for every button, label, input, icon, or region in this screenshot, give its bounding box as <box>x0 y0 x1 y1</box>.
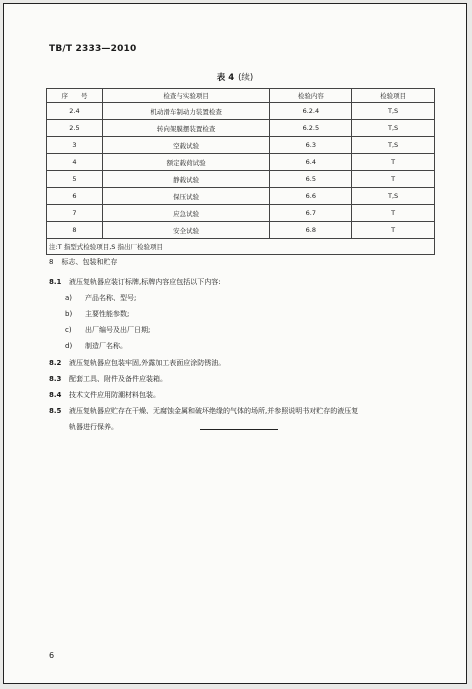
clause-text: 技术文件应用防潮材料包装。 <box>69 391 160 399</box>
table-cell: 静载试验 <box>102 171 270 188</box>
table-cell: 6.5 <box>270 171 352 188</box>
list-item <box>65 290 136 306</box>
table-cell: 5 <box>47 171 103 188</box>
section-number: 8 <box>49 258 54 266</box>
clause-text: 配套工具、附件及备件应装箱。 <box>69 375 167 383</box>
table-cell: 额定载荷试验 <box>102 154 270 171</box>
inspection-table <box>46 88 435 255</box>
clause-8-4 <box>49 387 439 403</box>
list-item <box>65 306 129 322</box>
table-cell: 7 <box>47 205 103 222</box>
table-cell: 2.4 <box>47 103 103 120</box>
table-cell: 3 <box>47 137 103 154</box>
column-header-item: 检查与实验项目 <box>102 89 270 103</box>
table-cell: 8 <box>47 222 103 239</box>
table-row <box>47 171 435 188</box>
list-item-mark: d) <box>65 342 73 350</box>
clause-number: 8.3 <box>49 375 62 383</box>
table-title-number: 表 4 <box>216 73 235 83</box>
clause-number: 8.2 <box>49 359 62 367</box>
table-cell: T,S <box>352 188 435 205</box>
clause-text: 液压复轨器应贮存在干燥、无腐蚀金属和破坏绝缘的气体的场所,并参照说明书对贮存的液压复 <box>69 407 359 415</box>
table-cell: 6.8 <box>270 222 352 239</box>
list-item-mark: a) <box>65 294 73 302</box>
table-cell: 6.4 <box>270 154 352 171</box>
clause-text: 液压复轨器应包装牢固,外露加工表面应涂防锈油。 <box>69 359 226 367</box>
list-item <box>65 338 127 354</box>
table-cell: 6 <box>47 188 103 205</box>
column-header-seq: 序 号 <box>47 89 103 103</box>
table-cell: 应急试验 <box>102 205 270 222</box>
clause-number: 8.4 <box>49 391 62 399</box>
table-cell: 转向架膜摆装置检查 <box>102 120 270 137</box>
table-title-continued: (续) <box>238 73 254 83</box>
table-cell: 6.3 <box>270 137 352 154</box>
table-row <box>47 188 435 205</box>
table-cell: T <box>352 154 435 171</box>
clause-8-2 <box>49 355 439 371</box>
table-cell: 保压试验 <box>102 188 270 205</box>
table-cell: 2.5 <box>47 120 103 137</box>
table-cell: T,S <box>352 137 435 154</box>
table-note-row <box>47 239 435 255</box>
table-cell: 机动滑车制动力装置检查 <box>102 103 270 120</box>
table-row <box>47 222 435 239</box>
list-item <box>65 322 150 338</box>
table-row <box>47 103 435 120</box>
section-heading <box>49 257 117 267</box>
column-header-type: 检验项目 <box>352 89 435 103</box>
list-item-text: 出厂编号及出厂日期; <box>85 326 151 334</box>
table-title <box>4 71 466 83</box>
list-item-text: 产品名称、型号; <box>85 294 137 302</box>
table-cell: T,S <box>352 103 435 120</box>
table-cell: T <box>352 222 435 239</box>
table-cell: T <box>352 205 435 222</box>
table-cell: 6.6 <box>270 188 352 205</box>
clause-text: 液压复轨器应装订标牌,标牌内容应包括以下内容: <box>69 278 221 286</box>
column-header-content: 检验内容 <box>270 89 352 103</box>
table-cell: 4 <box>47 154 103 171</box>
end-rule <box>200 429 278 430</box>
clause-8-5 <box>49 403 439 435</box>
table-row <box>47 137 435 154</box>
table-cell: 安全试验 <box>102 222 270 239</box>
list-item-mark: c) <box>65 326 72 334</box>
document-code: TB/T 2333—2010 <box>49 44 137 54</box>
clause-8-3 <box>49 371 439 387</box>
list-item-text: 制造厂名称。 <box>85 342 127 350</box>
table-header-row <box>47 89 435 103</box>
table-note: 注:T 指型式检验项目,S 指出厂检验项目 <box>47 239 435 255</box>
table-cell: 空载试验 <box>102 137 270 154</box>
clause-number: 8.5 <box>49 407 62 415</box>
table-row <box>47 154 435 171</box>
table-row <box>47 120 435 137</box>
page-number: 6 <box>49 651 55 660</box>
table-cell: 6.2.4 <box>270 103 352 120</box>
table-cell: 6.2.5 <box>270 120 352 137</box>
table-cell: T,S <box>352 120 435 137</box>
clause-8-1 <box>49 274 439 290</box>
list-item-mark: b) <box>65 310 73 318</box>
table-row <box>47 205 435 222</box>
table-cell: T <box>352 171 435 188</box>
list-item-text: 主要性能参数; <box>85 310 130 318</box>
table-cell: 6.7 <box>270 205 352 222</box>
document-page <box>3 3 467 684</box>
clause-number: 8.1 <box>49 278 62 286</box>
section-title: 标志、包装和贮存 <box>61 258 118 266</box>
clause-text-continued: 轨器进行保养。 <box>69 423 118 431</box>
